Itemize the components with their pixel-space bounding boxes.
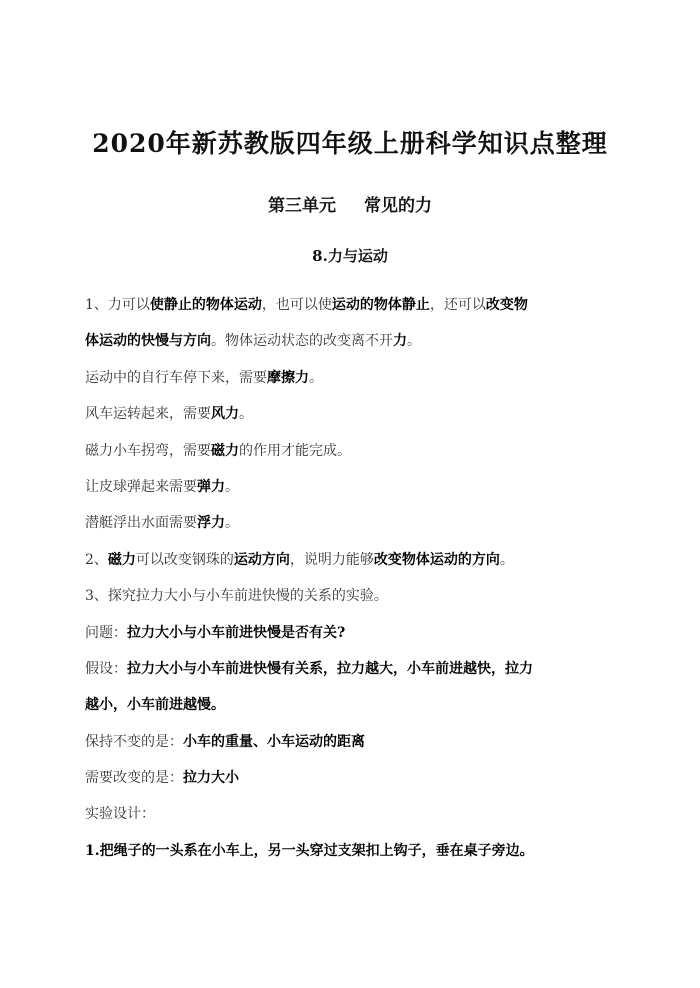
bold-text-segment: 1.把绳子的一头系在小车上，另一头穿过支架扣上钩子，垂在桌子旁边。 <box>85 842 534 859</box>
bold-text-segment: 运动方向 <box>233 551 290 568</box>
text-line <box>85 586 620 622</box>
bold-text-segment: 小车的重量、小车运动的距离 <box>183 733 365 750</box>
text-segment: 风车运转起来，需要 <box>85 406 211 423</box>
bold-text-segment: 拉力大小与小车前进快慢是否有关? <box>127 624 346 641</box>
bold-text-segment: 改变物 <box>485 297 528 313</box>
text-segment: 。 <box>499 551 514 568</box>
bold-text-segment: 改变物体运动的方向 <box>373 551 500 568</box>
bold-text-segment: 磁力 <box>107 551 136 568</box>
bold-text-segment: 磁力 <box>211 442 239 459</box>
text-segment: 。 <box>225 478 239 495</box>
text-line <box>85 368 620 404</box>
lesson-title: 8.力与运动 <box>312 247 388 265</box>
bold-text-segment: 运动的物体静止 <box>331 297 430 313</box>
text-segment: 假设： <box>85 660 127 677</box>
text-segment: 。 <box>407 333 421 350</box>
bold-text-segment: 力 <box>393 333 407 350</box>
document-body <box>85 295 620 877</box>
text-segment: 实验设计： <box>85 806 155 823</box>
unit-name: 常见的力 <box>364 196 432 216</box>
text-segment: 的作用才能完成。 <box>239 442 351 459</box>
bold-text-segment: 体运动的快慢与方向 <box>85 333 211 350</box>
bold-text-segment: 拉力大小 <box>183 770 239 787</box>
unit-heading <box>0 191 700 216</box>
text-segment: 需要改变的是： <box>85 770 183 787</box>
text-segment: ，也可以使 <box>261 297 332 313</box>
unit-number: 第三单元 <box>268 196 336 216</box>
text-segment: 潜艇浮出水面需要 <box>85 515 197 532</box>
bold-text-segment: 使静止的物体运动 <box>149 297 262 313</box>
text-segment: ，还可以 <box>429 297 486 313</box>
bold-text-segment: 浮力 <box>197 515 225 532</box>
text-line <box>85 695 620 731</box>
text-segment: 。物体运动状态的改变离不开 <box>211 333 393 350</box>
text-line <box>85 331 620 367</box>
text-segment: 让皮球弹起来需要 <box>85 478 197 495</box>
text-line <box>85 732 620 768</box>
text-segment: 2、 <box>85 551 108 568</box>
text-line <box>85 841 620 877</box>
text-line <box>85 768 620 804</box>
text-segment: 。 <box>239 406 253 423</box>
document-title: 2020年新苏教版四年级上册科学知识点整理 <box>92 129 608 158</box>
text-line <box>85 659 620 695</box>
bold-text-segment: 弹力 <box>197 478 225 495</box>
text-segment: 1、力可以 <box>85 297 150 313</box>
text-segment: 运动中的自行车停下来，需要 <box>85 369 267 386</box>
text-line <box>85 441 620 477</box>
text-segment: 磁力小车拐弯，需要 <box>85 442 211 459</box>
text-line <box>85 804 620 840</box>
text-line <box>85 513 620 549</box>
text-segment: 3、探究拉力大小与小车前进快慢的关系的实验。 <box>85 588 388 605</box>
text-segment: 。 <box>309 369 323 386</box>
text-line <box>85 477 620 513</box>
text-line <box>85 550 620 586</box>
bold-text-segment: 拉力大小与小车前进快慢有关系，拉力越大，小车前进越快，拉力 <box>127 660 533 677</box>
bold-text-segment: 风力 <box>211 406 239 423</box>
text-segment: 。 <box>225 515 239 532</box>
text-line <box>85 623 620 659</box>
text-segment: 可以改变钢珠的 <box>135 551 234 568</box>
text-line <box>85 295 620 331</box>
text-segment: ，说明力能够 <box>289 551 374 568</box>
text-segment: 保持不变的是： <box>85 733 183 750</box>
text-segment: 问题： <box>85 624 127 641</box>
text-line <box>85 404 620 440</box>
bold-text-segment: 越小，小车前进越慢。 <box>85 697 225 714</box>
bold-text-segment: 摩擦力 <box>267 369 309 386</box>
